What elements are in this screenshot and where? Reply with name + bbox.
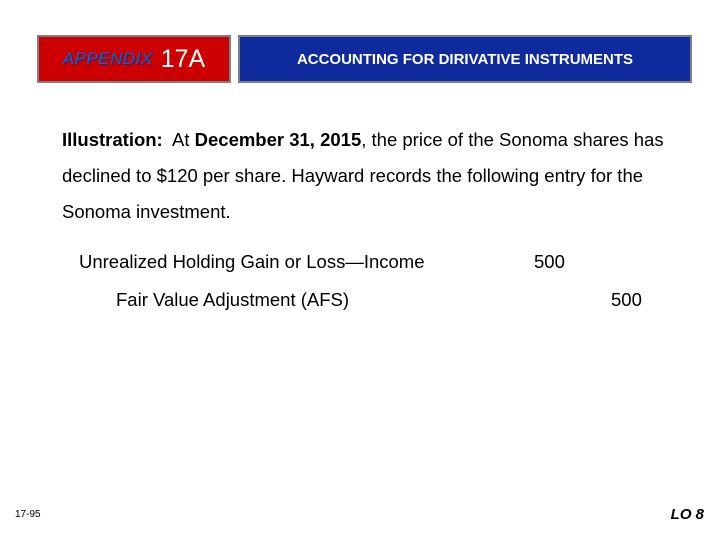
illustration-date: December 31, 2015 [194, 129, 362, 150]
slide-title-banner [238, 35, 692, 83]
illustration-label: Illustration: [62, 129, 163, 150]
slide-number: 17-95 [15, 509, 41, 520]
illustration-text-before-date: At [172, 129, 190, 150]
illustration-text-after-date: , the price of the Sonoma shares has declined to $120 per share. Hayward records the following entry for the Sonoma investment. [62, 129, 664, 222]
appendix-number: 17A [160, 44, 206, 73]
credit-account: Fair Value Adjustment (AFS) [116, 289, 350, 310]
appendix-badge [37, 35, 231, 83]
appendix-label: APPENDIX [62, 49, 153, 68]
learning-objective: LO 8 [670, 506, 704, 523]
illustration-paragraph [62, 122, 682, 230]
credit-amount: 500 [611, 289, 642, 310]
slide-title: ACCOUNTING FOR DIRIVATIVE INSTRUMENTS [296, 50, 634, 68]
debit-amount: 500 [534, 251, 565, 272]
debit-account: Unrealized Holding Gain or Loss—Income [79, 251, 425, 272]
